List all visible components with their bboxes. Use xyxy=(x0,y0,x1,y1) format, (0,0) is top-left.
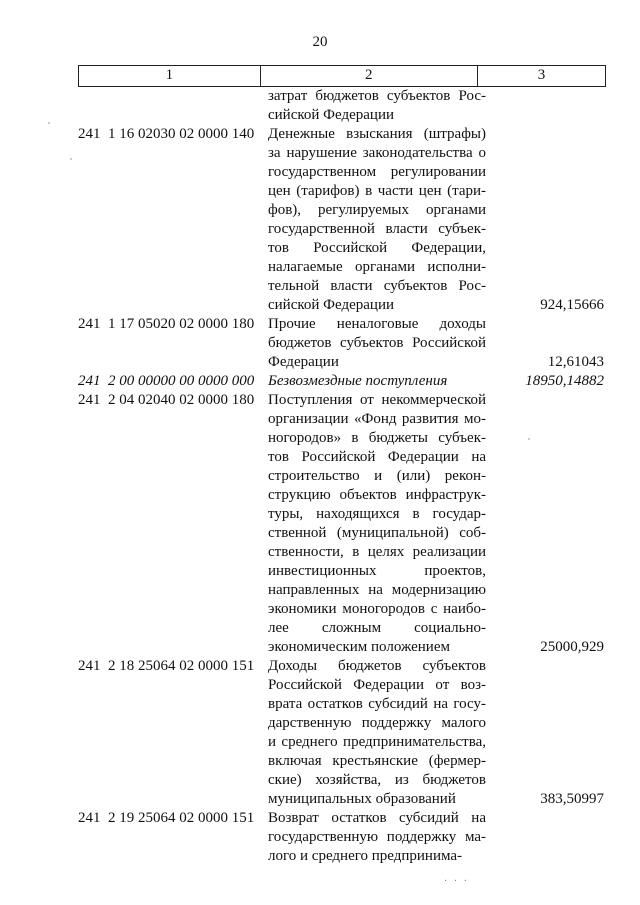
description-line: лого и среднего предпринима- xyxy=(268,848,463,864)
description-line: ственности, в целях реализации xyxy=(268,544,486,560)
table-row xyxy=(78,391,606,657)
amount-cell xyxy=(486,657,606,809)
header-col-1: 1 xyxy=(78,66,260,86)
amount-value: 383,50997 xyxy=(540,791,604,807)
budget-code xyxy=(78,87,268,125)
description-line: врата остатков субсидий на госу- xyxy=(268,696,486,712)
income-description xyxy=(268,391,486,657)
budget-code: 241 2 00 00000 00 0000 000 xyxy=(78,373,255,389)
table-row xyxy=(78,809,606,866)
description-line: государственную поддержку ма- xyxy=(268,829,486,845)
scan-speck xyxy=(528,438,530,440)
budget-code: 241 1 16 02030 02 0000 140 xyxy=(78,126,255,142)
description-line: организации «Фонд развития мо- xyxy=(268,411,486,427)
table-row xyxy=(78,372,606,391)
description-line: налагаемые органами исполни- xyxy=(268,259,486,275)
description-line: ские) хозяйства, из бюджетов xyxy=(268,772,486,788)
amount-cell xyxy=(486,125,606,315)
description-line: направленных на модернизацию xyxy=(268,582,486,598)
description-line: Безвозмездные поступления xyxy=(268,373,448,389)
description-line: Возврат остатков субсидий на xyxy=(268,810,486,826)
budget-code: 241 2 18 25064 02 0000 151 xyxy=(78,658,255,674)
table-row xyxy=(78,657,606,809)
description-line: Российской Федерации от воз- xyxy=(268,677,486,693)
table-header xyxy=(78,65,606,87)
description-line: тов Российской Федерации на xyxy=(268,449,486,465)
budget-code: 241 1 17 05020 02 0000 180 xyxy=(78,316,255,332)
scan-speckles: · · · xyxy=(444,876,469,887)
description-line: муниципальных образований xyxy=(268,791,456,807)
header-col-2: 2 xyxy=(260,66,477,86)
amount-value: 18950,14882 xyxy=(525,373,604,389)
income-description xyxy=(268,125,486,315)
scan-speck xyxy=(70,158,72,160)
description-line: бюджетов субъектов Российской xyxy=(268,335,486,351)
table-body xyxy=(78,87,606,866)
page-number: 20 xyxy=(312,34,328,50)
income-description xyxy=(268,657,486,809)
description-line: затрат бюджетов субъектов Рос- xyxy=(268,88,486,104)
description-line: лее сложным социально- xyxy=(268,620,486,636)
amount-cell xyxy=(486,87,606,125)
amount-cell xyxy=(486,315,606,372)
description-line: Денежные взыскания (штрафы) xyxy=(268,126,486,142)
description-line: дарственную поддержку малого xyxy=(268,715,486,731)
description-line: ногородов» в бюджеты субъек- xyxy=(268,430,486,446)
description-line: экономики моногородов с наибо- xyxy=(268,601,486,617)
table-row xyxy=(78,315,606,372)
income-description xyxy=(268,809,486,866)
description-line: тов Российской Федерации, xyxy=(268,240,486,256)
description-line: экономическим положением xyxy=(268,639,450,655)
amount-value: 924,15666 xyxy=(540,297,604,313)
income-description xyxy=(268,315,486,372)
income-description xyxy=(268,372,486,391)
description-line: государственном регулировании xyxy=(268,164,486,180)
description-line: Поступления от некоммерческой xyxy=(268,392,486,408)
table-row xyxy=(78,87,606,125)
amount-value: 25000,929 xyxy=(540,639,604,655)
budget-code: 241 2 04 02040 02 0000 180 xyxy=(78,392,255,408)
description-line: тельной власти субъектов Рос- xyxy=(268,278,486,294)
description-line: струкцию объектов инфраструк- xyxy=(268,487,486,503)
scan-speck xyxy=(48,122,50,124)
description-line: и среднего предпринимательства, xyxy=(268,734,486,750)
description-line: Прочие неналоговые доходы xyxy=(268,316,486,332)
description-line: ственной (муниципальной) соб- xyxy=(268,525,486,541)
amount-cell xyxy=(486,391,606,657)
table-row xyxy=(78,125,606,315)
description-line: за нарушение законодательства о xyxy=(268,145,486,161)
description-line: сийской Федерации xyxy=(268,297,395,313)
description-line: строительство и (или) рекон- xyxy=(268,468,486,484)
description-line: туры, находящихся в государ- xyxy=(268,506,486,522)
amount-value: 12,61043 xyxy=(547,354,604,370)
description-line: цен (тарифов) в части цен (тари- xyxy=(268,183,486,199)
amount-cell xyxy=(486,372,606,391)
description-line: инвестиционных проектов, xyxy=(268,563,486,579)
description-line: Федерации xyxy=(268,354,339,370)
amount-cell xyxy=(486,809,606,866)
description-line: включая крестьянские (фермер- xyxy=(268,753,486,769)
description-line: фов), регулируемых органами xyxy=(268,202,486,218)
header-col-3: 3 xyxy=(477,66,606,86)
description-line: Доходы бюджетов субъектов xyxy=(268,658,486,674)
description-line: государственной власти субъек- xyxy=(268,221,486,237)
income-description xyxy=(268,87,486,125)
description-line: сийской Федерации xyxy=(268,107,395,123)
budget-code: 241 2 19 25064 02 0000 151 xyxy=(78,810,255,826)
